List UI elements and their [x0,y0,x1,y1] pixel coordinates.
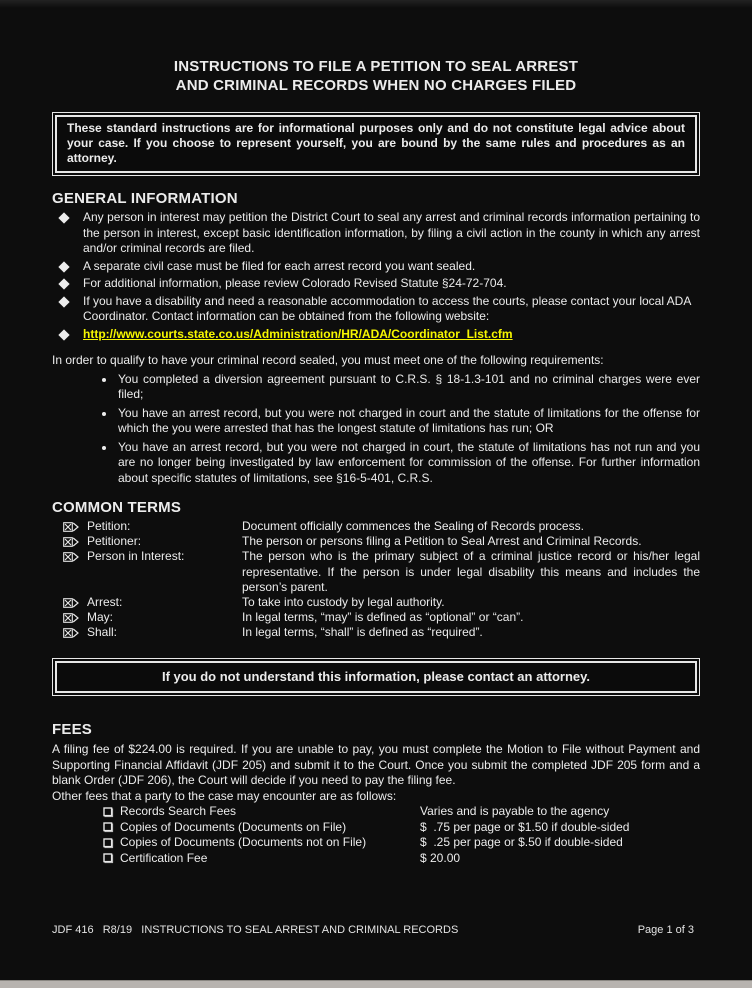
page-footer [52,924,694,936]
term-definition: The person who is the primary subject of a criminal justice record or his/her legal representative. If the person is under legal disability this means and includes the person’s parent. [242,549,700,594]
term-label: Petitioner: [87,534,142,549]
list-item-text: If you have a disability and need a reasonable accommodation to access the courts, please contact your local ADA Coordinator. Contact information can be obtained from the following website: [83,293,691,323]
crossed-box-arrow-icon [63,522,79,532]
diamond-bullet-icon [58,212,69,223]
list-item [52,440,700,487]
document-page [52,0,700,867]
term-definition: Document officially commences the Sealing of Records process. [242,519,584,533]
crossed-box-arrow-icon [63,552,79,562]
dot-bullet-icon [102,446,106,450]
ada-coordinator-link[interactable]: http://www.courts.state.co.us/Administration/HR/ADA/Coordinator_List.cfm [83,326,513,341]
crossed-box-arrow-icon [63,598,79,608]
list-item [52,372,700,403]
dot-bullet-icon [102,378,106,382]
checkbox-icon [103,822,114,833]
fee-row [103,804,700,820]
page-title-line2: AND CRIMINAL RECORDS WHEN NO CHARGES FILED [175,77,577,94]
section-heading-common-terms: COMMON TERMS [52,499,182,516]
notice-text: These standard instructions are for informational purposes only and do not constitute legal advice about your case. If you choose to represent yourself, you are bound by the same rules and procedures as an attorney. [67,121,685,165]
attorney-warning-box [52,658,700,697]
term-label: Shall: [87,625,118,640]
fee-amount: $ .75 per page or $1.50 if double-sided [420,819,630,834]
general-information-list [52,210,700,342]
term-row [63,549,700,595]
fee-row [103,820,700,836]
fee-label: Certification Fee [120,850,208,865]
list-item-text: You have an arrest record, but you were not charged in court and the statute of limitations for the offense for which the you were arrested that has the longest statute of limitations has run; OR [118,405,700,435]
term-definition: To take into custody by legal authority. [242,595,445,610]
crossed-box-arrow-icon [63,613,79,623]
footer-page-number: Page 1 of 3 [637,924,694,936]
list-item [52,276,700,292]
other-fees-intro: Other fees that a party to the case may encounter are as follows: [52,788,397,803]
term-definition: The person or persons filing a Petition to Seal Arrest and Criminal Records. [242,534,642,549]
page-title-line1: INSTRUCTIONS TO FILE A PETITION TO SEAL ARREST [173,58,579,75]
footer-form-id: JDF 416 R8/19 INSTRUCTIONS TO SEAL ARREST AND CRIMINAL RECORDS [52,924,459,936]
window-bottom-edge [0,981,752,988]
checkbox-icon [103,838,114,849]
qualify-list [52,372,700,487]
term-row [63,519,700,534]
term-label: Person in Interest: [87,549,185,564]
term-label: Arrest: [87,595,123,610]
list-item-text: You completed a diversion agreement pursuant to C.R.S. § 18-1.3-101 and no criminal charges were ever filed; [118,371,700,401]
list-item [52,327,700,343]
crossed-box-arrow-icon [63,537,79,547]
term-label: Petition: [87,519,131,533]
crossed-box-arrow-icon [63,628,79,638]
list-item-text: A separate civil case must be filed for each arrest record you want sealed. [83,258,476,273]
fee-label: Records Search Fees [120,804,237,819]
fee-label: Copies of Documents (Documents on File) [120,819,347,834]
term-definition: In legal terms, “shall” is defined as “required”. [242,625,483,640]
list-item [52,406,700,437]
term-definition: In legal terms, “may” is defined as “optional” or “can”. [242,610,524,625]
dot-bullet-icon [102,412,106,416]
list-item [52,259,700,275]
list-item-text: You have an arrest record, but you were not charged in court, the statute of limitations has not run and you are no longer being investigated by law enforcement for commission of the offense. For further information about specific statutes of limitations, see §16-5-401, C.R.S. [118,439,700,485]
checkbox-icon [103,807,114,818]
attorney-warning-text: If you do not understand this information, please contact an attorney. [55,661,697,694]
fee-row [103,835,700,851]
common-terms-list [52,519,700,641]
term-row [63,610,700,625]
fees-list [52,804,700,866]
term-row [63,625,700,640]
fee-amount: Varies and is payable to the agency [420,804,610,819]
term-label: May: [87,610,114,625]
diamond-bullet-icon [58,329,69,340]
list-item-text: For additional information, please review Colorado Revised Statute §24-72-704. [83,276,507,290]
diamond-bullet-icon [58,278,69,289]
fees-paragraph: A filing fee of $224.00 is required. If you are unable to pay, you must complete the Motion to File without Payment and Supporting Financial Affidavit (JDF 205) and submit it to the Court. Once you submit the completed JDF 205 form and a blank Order (JDF 206), the Court will decide if you need to pay the filing fee. [52,742,700,788]
term-row [63,595,700,610]
fee-amount: $ .25 per page or $.50 if double-sided [420,835,623,850]
list-item [52,210,700,257]
fee-row [103,851,700,867]
term-row [63,534,700,549]
list-item [52,294,700,325]
section-heading-general-information: GENERAL INFORMATION [52,190,238,207]
section-heading-fees: FEES [52,721,92,739]
page-title [52,57,700,95]
checkbox-icon [103,853,114,864]
fee-amount: $ 20.00 [420,850,461,865]
diamond-bullet-icon [58,296,69,307]
list-item-text: Any person in interest may petition the District Court to seal any arrest and criminal records information pertaining to the person in interest, except basic identification information, by filing a civil action in the county in which any arrest and/or criminal records are filed. [83,210,700,255]
fee-label: Copies of Documents (Documents not on File) [120,835,367,850]
qualify-intro: In order to qualify to have your criminal record sealed, you must meet one of the following requirements: [52,353,604,367]
notice-box [52,112,700,176]
diamond-bullet-icon [58,261,69,272]
